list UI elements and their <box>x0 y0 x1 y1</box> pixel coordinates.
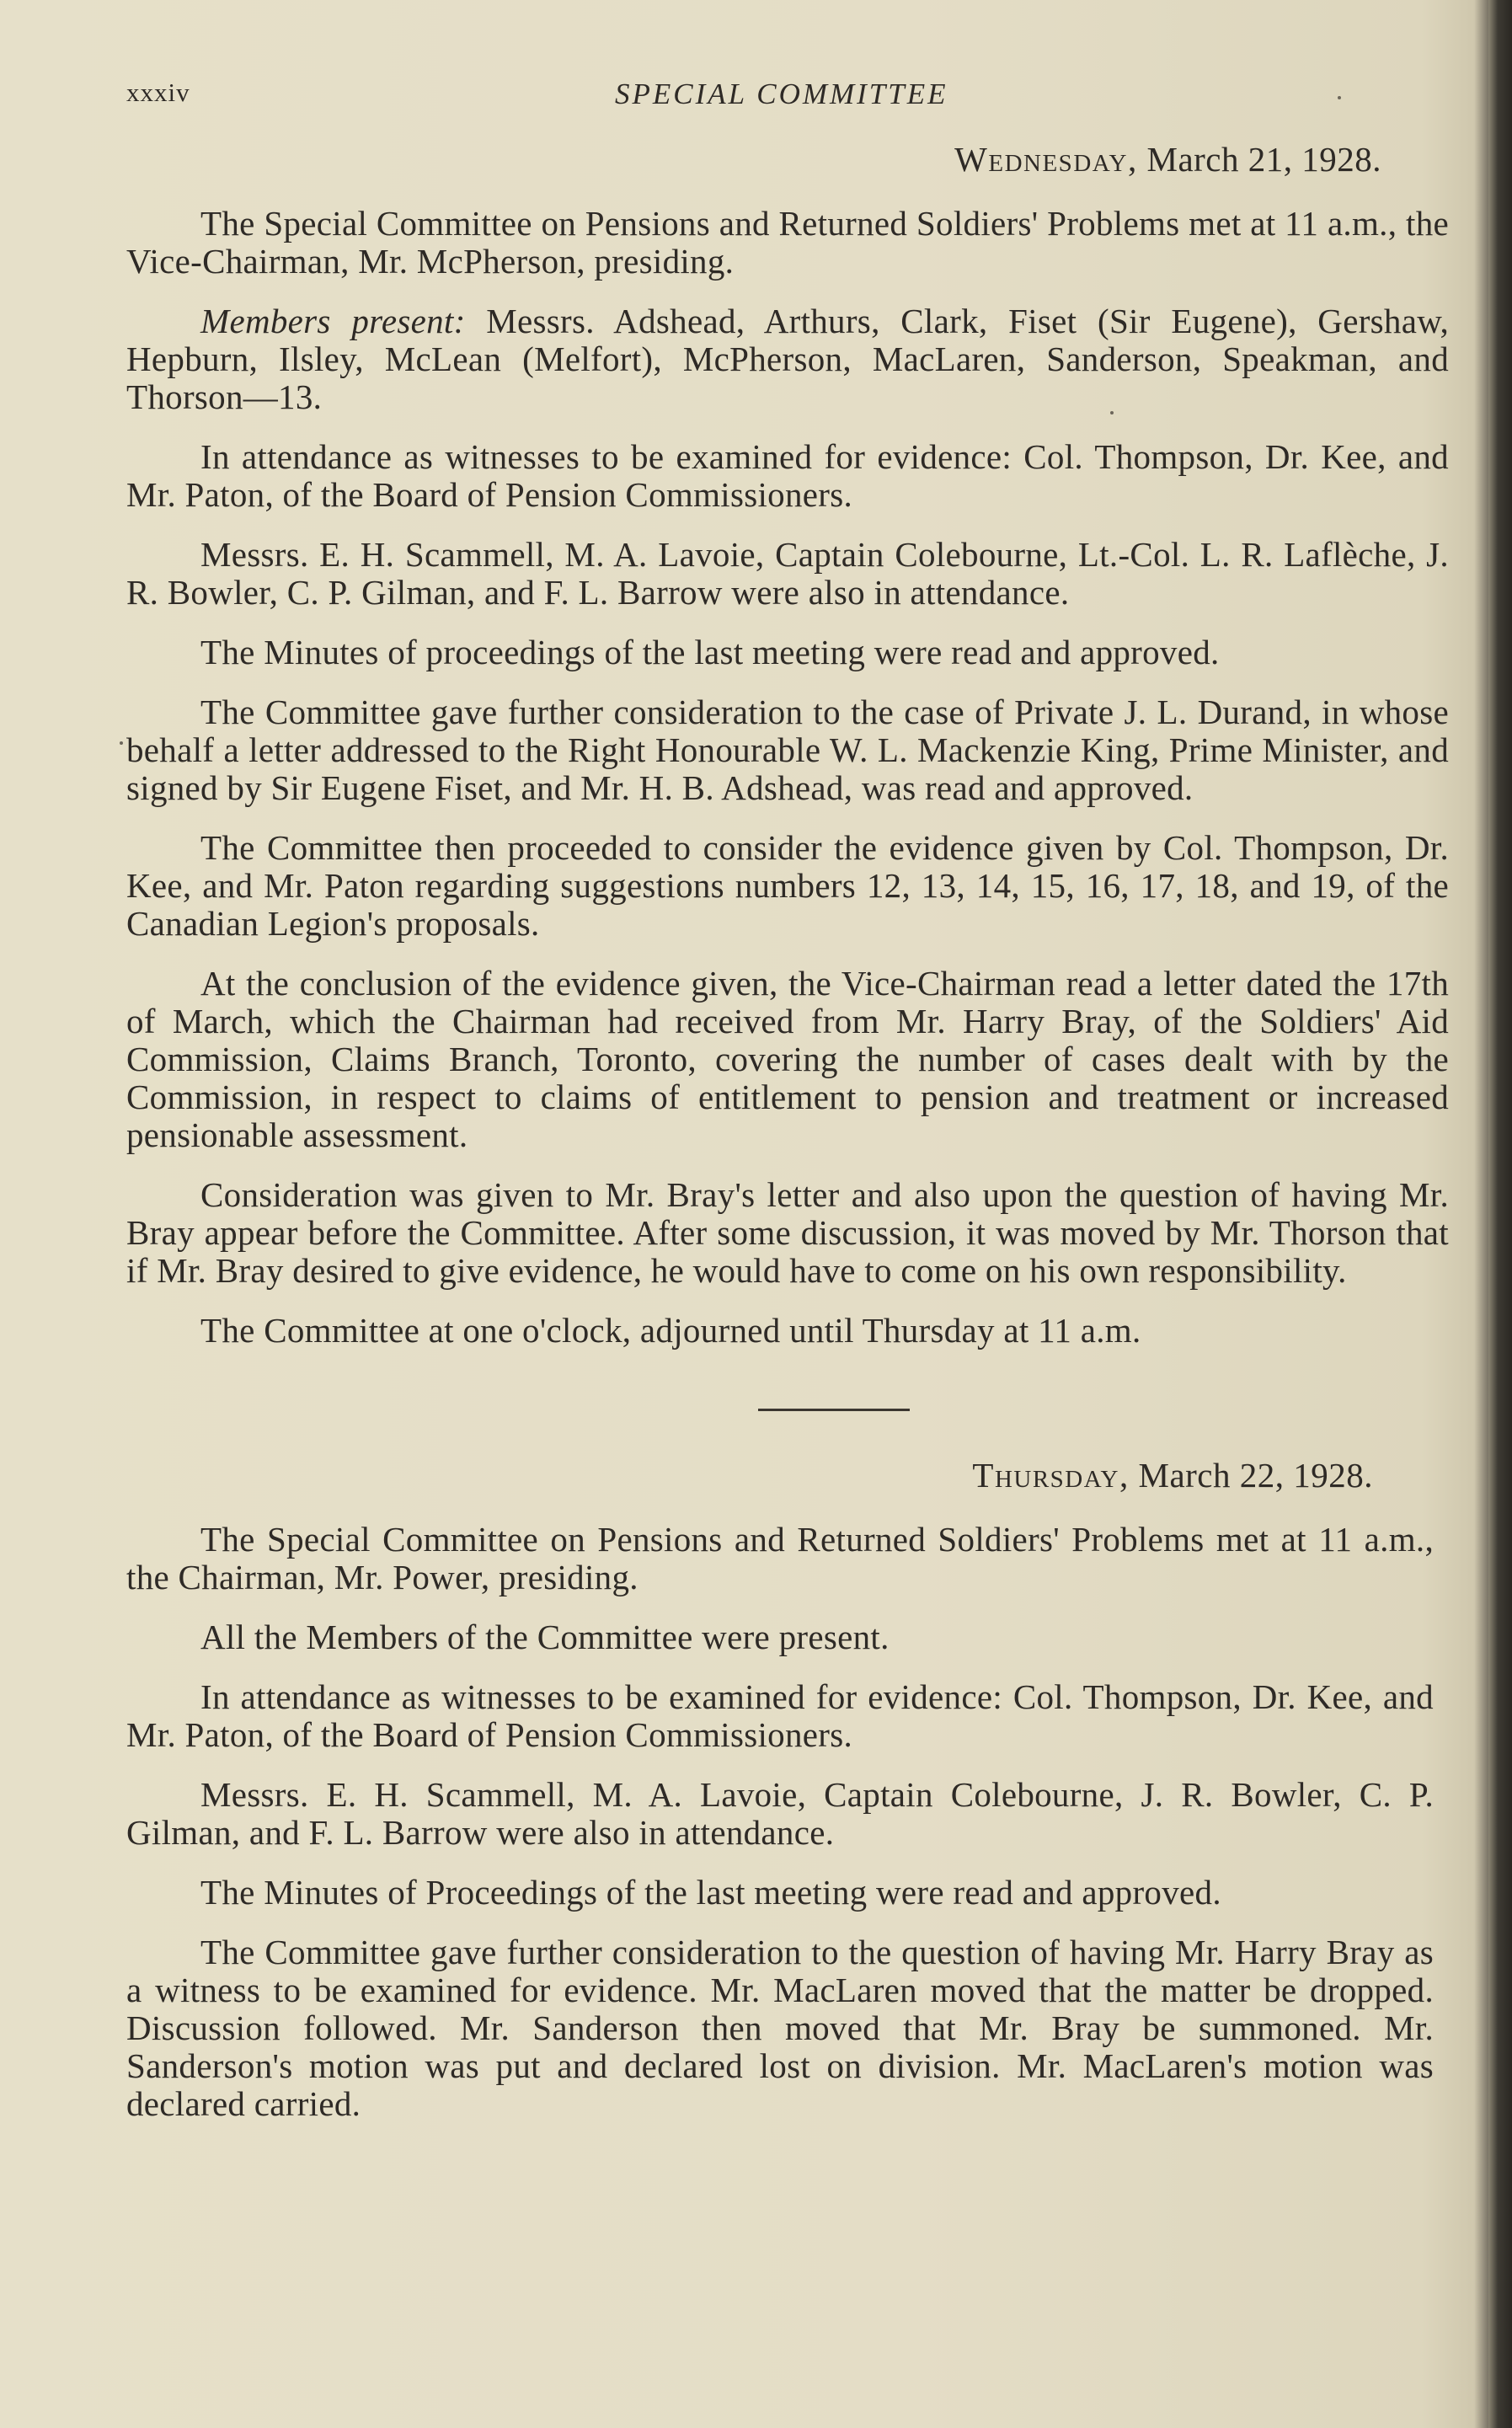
paragraph-minutes: The Minutes of Proceedings of the last meeting were read and approved. <box>200 1873 1221 1912</box>
meeting-date-text: March 21, 1928. <box>1137 140 1381 179</box>
paragraph-attendance: Messrs. E. H. Scammell, M. A. Lavoie, Captain Colebourne, J. R. Bowler, C. P. Gilman, and F. L. Barrow were also in attendance. <box>126 1775 1434 1852</box>
page-number: xxxiv <box>126 78 190 107</box>
paragraph-opening: The Special Committee on Pensions and Returned Soldiers' Problems met at 11 a.m., the Vice-Chairman, Mr. McPherson, presiding. <box>126 204 1449 281</box>
ink-speck <box>120 741 123 745</box>
meeting-date <box>126 1455 1449 1495</box>
paragraph-evidence: The Committee then proceeded to consider the evidence given by Col. Thompson, Dr. Kee, and Mr. Paton regarding suggestions numbers 12, 13, 14, 15, 16, 17, 18, and 19, of the Canadian Legion's proposals. <box>126 828 1449 943</box>
paragraph-members-present <box>126 302 1449 416</box>
paragraph-bray-motion: The Committee gave further consideration to the question of having Mr. Harry Bray as a witness to be examined for evidence. Mr. MacLaren moved that the matter be dropped. Discussion followed. Mr. Sanderson then moved that Mr. Bray be summoned. Mr. Sanderson's motion was put and declared lost on division. Mr. MacLaren's motion was declared carried. <box>126 1933 1434 2123</box>
page-body <box>126 139 1449 2145</box>
section-divider <box>758 1409 910 1411</box>
meeting-weekday: Wednesday, <box>954 140 1138 179</box>
paragraph-minutes: The Minutes of proceedings of the last meeting were read and approved. <box>200 633 1220 671</box>
paragraph-durand-case: The Committee gave further consideration to the case of Private J. L. Durand, in whose behalf a letter addressed to the Right Honourable W. L. Mackenzie King, Prime Minister, and signed by Sir Eugene Fiset, and Mr. H. B. Adshead, was read and approved. <box>126 693 1449 807</box>
paragraph-bray-letter: At the conclusion of the evidence given, the Vice-Chairman read a letter dated the 17th of March, which the Chairman had received from Mr. Harry Bray, of the Soldiers' Aid Commission, Claims Branch, Toronto, covering the number of cases dealt with by the Commission, in respect to claims of entitlement to pension and treatment or increased pensionable assessment. <box>126 964 1449 1154</box>
paragraph-attendance: Messrs. E. H. Scammell, M. A. Lavoie, Captain Colebourne, Lt.-Col. L. R. Laflèche, J. R. Bowler, C. P. Gilman, and F. L. Barrow were also in attendance. <box>126 535 1449 612</box>
paragraph-witnesses: In attendance as witnesses to be examined for evidence: Col. Thompson, Dr. Kee, and Mr. Paton, of the Board of Pension Commissioners. <box>126 1677 1434 1754</box>
page-header <box>126 78 1449 120</box>
meeting-wednesday <box>126 139 1449 1350</box>
meeting-date <box>126 139 1449 179</box>
paragraph-members-present: All the Members of the Committee were present. <box>200 1618 890 1656</box>
paragraph-witnesses: In attendance as witnesses to be examined for evidence: Col. Thompson, Dr. Kee, and Mr. Paton, of the Board of Pension Commissioners. <box>126 437 1449 514</box>
paragraph-adjournment: The Committee at one o'clock, adjourned until Thursday at 11 a.m. <box>200 1311 1141 1350</box>
book-spine-shadow <box>1488 0 1512 2428</box>
meeting-thursday <box>126 1455 1449 2123</box>
members-present-label: Members present: <box>200 302 466 340</box>
members-present-list: Messrs. Adshead, Arthurs, Clark, Fiset (Sir Eugene), Gershaw, Hepburn, Ilsley, McLean (Melfort), McPherson, MacLaren, Sanderson, Speakman, and Thorson—13. <box>126 302 1450 416</box>
paragraph-opening: The Special Committee on Pensions and Returned Soldiers' Problems met at 11 a.m., the Chairman, Mr. Power, presiding. <box>126 1520 1434 1596</box>
paragraph-bray-discussion: Consideration was given to Mr. Bray's letter and also upon the question of having Mr. Bray appear before the Committee. After some discussion, it was moved by Mr. Thorson that if Mr. Bray desired to give evidence, he would have to come on his own responsibility. <box>126 1175 1449 1290</box>
meeting-date-text: March 22, 1928. <box>1129 1456 1373 1495</box>
meeting-weekday: Thursday, <box>972 1456 1130 1495</box>
running-title: SPECIAL COMMITTEE <box>615 78 948 110</box>
